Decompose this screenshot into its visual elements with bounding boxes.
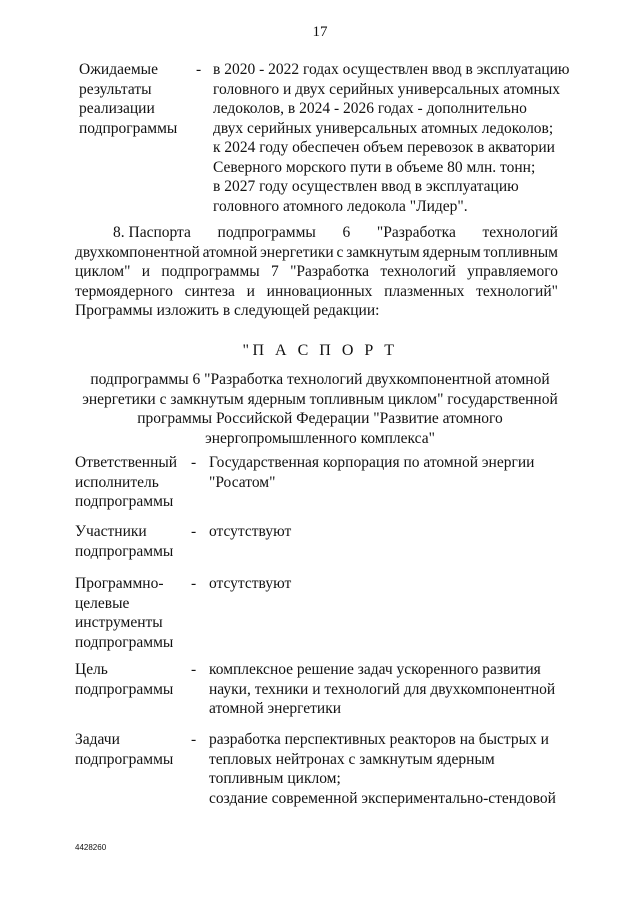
row-dash: - [191, 454, 197, 471]
paragraph-line [75, 262, 558, 282]
content-line: "Росатом" [209, 473, 276, 491]
content-line: в 2020 - 2022 годах осуществлен ввод в эксплуатацию [213, 61, 570, 78]
paragraph-line [75, 243, 558, 263]
paragraph-word: замкнутым [346, 243, 420, 261]
paragraph-line [75, 223, 558, 243]
expected-results-content [213, 60, 570, 216]
document-code: 4428260 [75, 843, 107, 852]
subtitle-line: энергопромышленного комплекса" [205, 429, 435, 447]
passport-subtitle [0, 370, 640, 448]
content-line: отсутствуют [209, 575, 292, 592]
paragraph-word: инновационных [266, 282, 373, 300]
content-line: головного и двух серийных универсальных атомных [213, 80, 560, 98]
subtitle-line: энергетики с замкнутым ядерным топливным циклом" государственной [82, 390, 558, 408]
paragraph-word: 8. Паспорта [113, 224, 191, 241]
content-line: создание современной экспериментально-стендовой [209, 789, 556, 807]
paragraph-word: подпрограммы [217, 224, 316, 241]
row-label: Программно- целевые инструменты подпрограммы [75, 575, 174, 651]
paragraph-word: с [336, 243, 344, 261]
paragraph-word: технологий [482, 224, 558, 241]
row-dash: - [191, 661, 197, 678]
content-line: топливным циклом; [209, 770, 341, 787]
paragraph-word: "Разработка [376, 224, 456, 241]
passport-title: "П А С П О Р Т [242, 342, 398, 359]
content-line: в 2027 году осуществлен ввод в эксплуатацию [213, 178, 519, 195]
expected-results-dash: - [196, 61, 202, 78]
page-number: 17 [312, 24, 328, 40]
row-label: Участники подпрограммы [75, 523, 174, 560]
row-dash: - [191, 575, 197, 592]
content-line: тепловых нейтронах с замкнутым ядерным [209, 750, 495, 768]
row-content [209, 574, 291, 594]
paragraph-word: 6 [342, 224, 351, 241]
content-line: отсутствуют [209, 523, 292, 540]
paragraph-word: термоядерного [75, 282, 173, 300]
paragraph-word: энергетики [260, 243, 334, 261]
paragraph-word: технологий" [476, 282, 558, 300]
paragraph-word: синтеза [184, 282, 235, 300]
paragraph-line [75, 282, 558, 302]
content-line: комплексное решение задач ускоренного развития [209, 661, 541, 678]
paragraph-word: ядерным [422, 243, 481, 261]
content-line: Северного морского пути в объеме 80 млн. тонн; [213, 158, 536, 176]
row-dash: - [191, 523, 197, 540]
content-line: к 2024 году обеспечен объем перевозок в акватории [213, 139, 555, 156]
content-line: науки, техники и технологий для двухкомпонентной [209, 680, 556, 698]
content-line: ледоколов, в 2024 - 2026 годах - дополнительно [213, 100, 527, 117]
row-content [209, 730, 556, 808]
paragraph-line [75, 301, 558, 321]
paragraph-word: плазменных [384, 282, 465, 300]
paragraph-word: и [246, 282, 255, 300]
row-content [209, 453, 534, 492]
row-content [209, 522, 291, 542]
paragraph-word: технологий [380, 263, 456, 281]
paragraph-word: подпрограммы [161, 263, 260, 281]
expected-results-label: Ожидаемые результаты реализации подпрограммы [79, 61, 178, 137]
paragraph-word: и [141, 263, 151, 281]
subtitle-line: программы Российской Федерации "Развитие атомного [137, 410, 503, 427]
row-content [209, 660, 555, 719]
paragraph-word: Программы изложить в следующей редакции: [75, 302, 380, 320]
row-label: Ответственный исполнитель подпрограммы [75, 454, 178, 510]
paragraph-word: двухкомпонентной [75, 243, 200, 261]
subtitle-line: подпрограммы 6 "Разработка технологий двухкомпонентной атомной [90, 371, 550, 388]
paragraph-word: управляемого [467, 263, 558, 281]
paragraph-word: циклом" [75, 263, 131, 281]
row-label: Цель подпрограммы [75, 661, 174, 698]
row-label: Задачи подпрограммы [75, 731, 174, 768]
paragraph-word: "Разработка [290, 263, 370, 281]
content-line: двух серийных универсальных атомных ледоколов; [213, 119, 554, 137]
paragraph-word: 7 [271, 263, 279, 281]
paragraph-word: атомной [202, 243, 258, 261]
content-line: Государственная корпорация по атомной энергии [209, 454, 535, 471]
content-line: головного атомного ледокола "Лидер". [213, 197, 468, 215]
row-dash: - [191, 731, 197, 748]
content-line: разработка перспективных реакторов на быстрых и [209, 731, 549, 748]
content-line: атомной энергетики [209, 700, 342, 717]
amendment-paragraph [75, 223, 558, 321]
paragraph-word: топливным [483, 243, 558, 261]
